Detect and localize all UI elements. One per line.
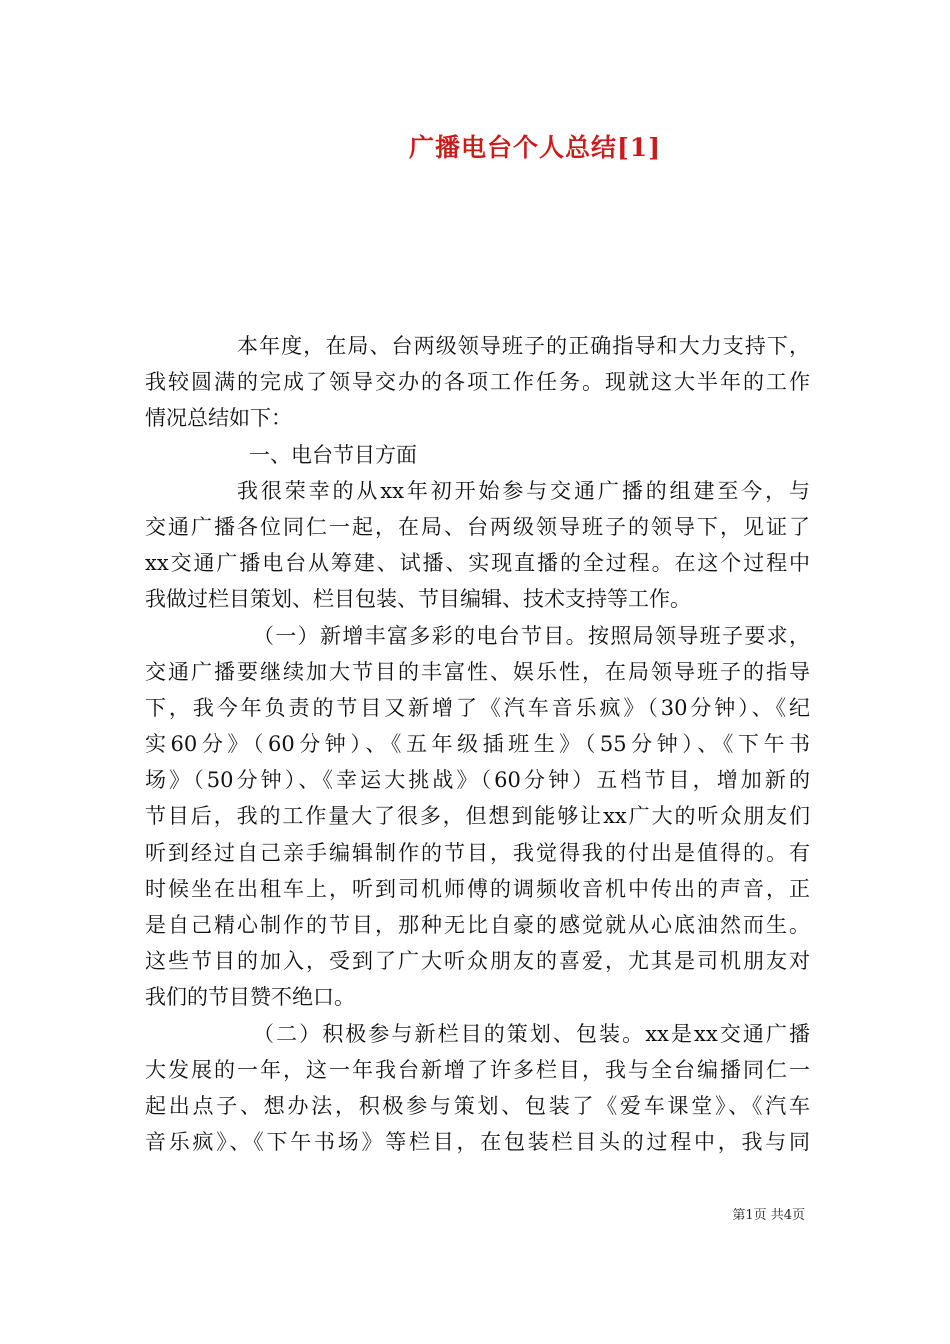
paragraph-line: 本年度，在局、台两级领导班子的正确指导和大力支持下， bbox=[237, 334, 810, 358]
paragraph-line: 节目后，我的工作量大了很多，但想到能够让xx广大的听众朋友们 bbox=[145, 804, 810, 829]
paragraph-line: 我较圆满的完成了领导交办的各项工作任务。现就这大半年的工作 bbox=[145, 370, 810, 395]
paragraph-line: xx交通广播电台从筹建、试播、实现直播的全过程。在这个过程中 bbox=[145, 551, 810, 576]
paragraph-line: （二）积极参与新栏目的策划、包装。xx是xx交通广播 bbox=[253, 1021, 810, 1046]
paragraph-line: 音乐疯》、《下午书场》等栏目，在包装栏目头的过程中，我与同 bbox=[145, 1130, 810, 1155]
paragraph-line: 是自己精心制作的节目，那种无比自豪的感觉就从心底油然而生。 bbox=[145, 913, 810, 937]
page-number-footer: 第1页 共4页 bbox=[732, 1208, 805, 1223]
paragraph-line: 我很荣幸的从xx年初开始参与交通广播的组建至今，与 bbox=[237, 478, 810, 503]
document-title: 广播电台个人总结[1] bbox=[408, 133, 662, 162]
paragraph-line: 我做过栏目策划、栏目包装、节目编辑、技术支持等工作。 bbox=[145, 587, 691, 612]
document-body bbox=[145, 328, 810, 1160]
paragraph-line: 起出点子、想办法，积极参与策划、包装了《爱车课堂》、《汽车 bbox=[145, 1093, 810, 1118]
section-heading: 一、电台节目方面 bbox=[249, 442, 417, 467]
paragraph-line: 时候坐在出租车上，听到司机师傅的调频收音机中传出的声音，正 bbox=[145, 876, 810, 901]
paragraph-line: 我们的节目赞不绝口。 bbox=[145, 985, 355, 1010]
paragraph-line: 听到经过自己亲手编辑制作的节目，我觉得我的付出是值得的。有 bbox=[145, 840, 810, 865]
paragraph-line: 交通广播各位同仁一起，在局、台两级领导班子的领导下，见证了 bbox=[145, 514, 810, 539]
paragraph-line: 下，我今年负责的节目又新增了《汽车音乐疯》（30分钟）、《纪 bbox=[145, 695, 810, 720]
paragraph-line: 实60分》（60分钟）、《五年级插班生》（55分钟）、《下午书 bbox=[145, 732, 810, 757]
paragraph-line: 交通广播要继续加大节目的丰富性、娱乐性，在局领导班子的指导 bbox=[145, 659, 810, 684]
paragraph-line: 情况总结如下： bbox=[145, 406, 292, 431]
paragraph-line: 大发展的一年，这一年我台新增了许多栏目，我与全台编播同仁一 bbox=[145, 1057, 810, 1082]
paragraph-line: （一）新增丰富多彩的电台节目。按照局领导班子要求， bbox=[253, 623, 810, 648]
paragraph-line: 这些节目的加入，受到了广大听众朋友的喜爱，尤其是司机朋友对 bbox=[145, 949, 810, 974]
paragraph-line: 场》（50分钟）、《幸运大挑战》（60分钟）五档节目，增加新的 bbox=[145, 768, 810, 793]
